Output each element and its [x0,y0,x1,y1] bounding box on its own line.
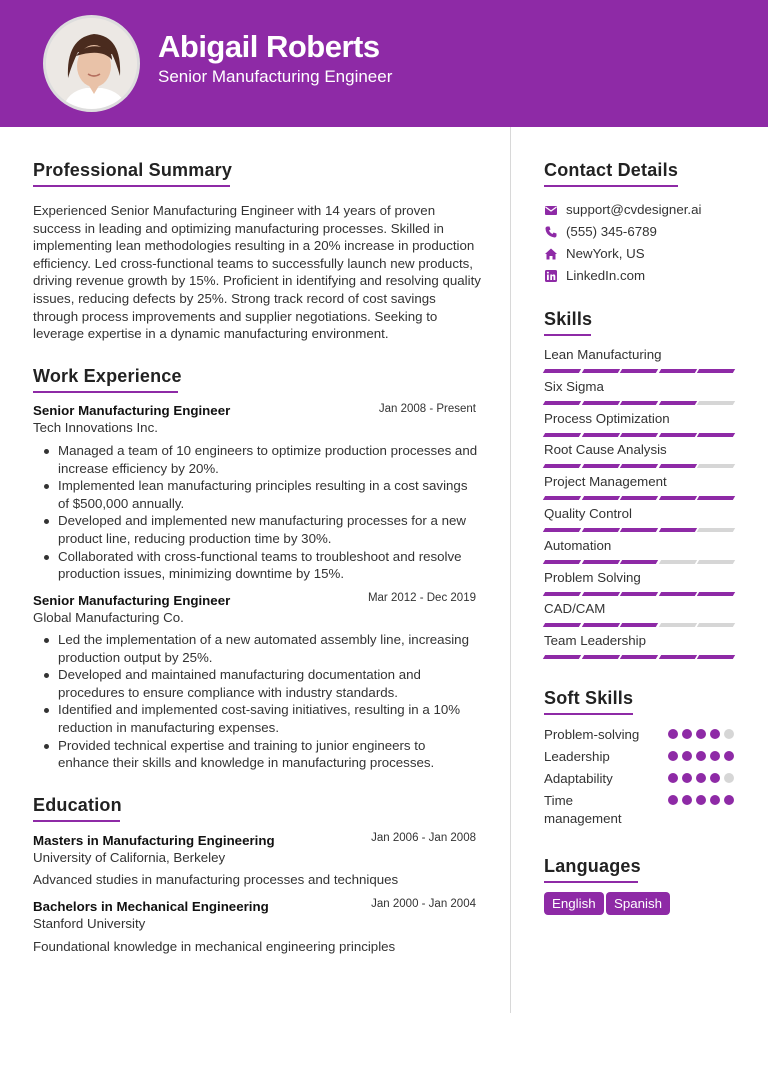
skill-bar-segment [659,623,697,627]
list-item: Developed and implemented new manufacturing processes for a new product line, reducing production time by 30%. [40,512,480,547]
soft-skill-rating [668,751,734,761]
skill-bar-segment [697,464,735,468]
candidate-name: Abigail Roberts [158,29,380,64]
contact-phone[interactable] [544,224,657,239]
summary-underline [33,185,230,187]
skill-bar-segment [697,401,735,405]
skill-bar-segment [620,369,658,373]
skill-bar-segment [543,560,581,564]
skill-name: Project Management [544,474,667,490]
skill-name: Automation [544,537,612,553]
rating-dot [724,795,734,805]
job-title: Senior Manufacturing Engineer [33,593,231,608]
skill-bar-segment [620,528,658,532]
skill-bar-segment [620,433,658,437]
phone-text: (555) 345-6789 [566,224,657,239]
skill-bar-segment [543,528,581,532]
envelope-icon [544,203,558,217]
rating-dot [724,751,734,761]
skill-level-bar [544,623,734,627]
soft-skills-underline [544,713,633,715]
rating-dot [696,751,706,761]
skill-bar-segment [581,560,619,564]
rating-dot [682,773,692,783]
summary-text: Experienced Senior Manufacturing Engineer with 14 years of proven success in leading and optimizing manufacturing processes. Skilled in implementing lean methodologies resulting in a 20% increase in production efficiency. Led cross-functional teams to successfully launch new products, driving revenue growth by 15%. Proficient in identifying and resolving quality issues, reducing defects by 25%. Strong track record of cost savings through process improvements and supplier negotiations. Seeking to leverage expertise in a dynamic manufacturing environment. [33,203,481,342]
skill-bar-segment [659,592,697,596]
skill-bar-segment [543,464,581,468]
rating-dot [696,729,706,739]
edu-degree: Bachelors in Mechanical Engineering [33,899,269,914]
skill-level-bar [544,592,734,596]
phone-icon [544,225,558,239]
skill-bar-segment [620,401,658,405]
rating-dot [668,773,678,783]
skill-bar-segment [620,464,658,468]
soft-skill-name: Adaptability [544,771,613,786]
rating-dot [724,773,734,783]
language-badge: Spanish [606,892,670,915]
languages-underline [544,881,638,883]
skill-bar-segment [659,369,697,373]
edu-school: Stanford University [33,916,146,931]
skill-bar-segment [697,369,735,373]
rating-dot [668,729,678,739]
skill-bar-segment [659,401,697,405]
contact-heading: Contact Details [544,160,679,180]
skills-heading: Skills [544,309,593,329]
skill-bar-segment [659,464,697,468]
skill-bar-segment [659,496,697,500]
skill-bar-segment [543,592,581,596]
soft-skill-name: Leadership [544,749,610,764]
edu-description: Advanced studies in manufacturing processes and techniques [33,872,399,887]
job-company: Tech Innovations Inc. [33,420,158,435]
rating-dot [724,729,734,739]
rating-dot [682,795,692,805]
list-item: Identified and implemented cost-saving initiatives, resulting in a 10% reduction in manufacturing expenses. [40,701,480,736]
linkedin-text: LinkedIn.com [566,268,646,283]
rating-dot [710,751,720,761]
list-item: Provided technical expertise and training to junior engineers to enhance their skills and knowledge in manufacturing processes. [40,737,480,772]
contact-underline [544,185,678,187]
skill-bar-segment [659,433,697,437]
home-icon [544,247,558,261]
skill-bar-segment [697,623,735,627]
job-bullets [40,631,480,772]
education-underline [33,820,120,822]
rating-dot [696,795,706,805]
skill-level-bar [544,655,734,659]
skill-bar-segment [543,655,581,659]
rating-dot [682,751,692,761]
list-item: Developed and maintained manufacturing documentation and procedures to ensure compliance with industry standards. [40,666,480,701]
skill-name: CAD/CAM [544,601,606,617]
candidate-title: Senior Manufacturing Engineer [158,67,393,86]
language-badge: English [544,892,604,915]
contact-email[interactable] [544,202,701,217]
skill-bar-segment [697,560,735,564]
linkedin-icon [544,269,558,283]
skill-bar-segment [581,623,619,627]
contact-linkedin[interactable] [544,268,645,283]
header-banner [0,0,768,127]
skill-bar-segment [697,496,735,500]
rating-dot [710,795,720,805]
work-heading: Work Experience [33,366,182,386]
skill-bar-segment [581,433,619,437]
skill-bar-segment [581,369,619,373]
skill-bar-segment [659,528,697,532]
skill-level-bar [544,369,734,373]
job-bullets [40,442,480,583]
list-item: Implemented lean manufacturing principles resulting in a cost savings of $500,000 annually. [40,477,480,512]
skill-name: Team Leadership [544,633,647,649]
skill-bar-segment [543,369,581,373]
skill-bar-segment [620,560,658,564]
rating-dot [710,729,720,739]
rating-dot [696,773,706,783]
skill-name: Root Cause Analysis [544,442,667,458]
skill-bar-segment [620,592,658,596]
skill-bar-segment [697,655,735,659]
summary-heading: Professional Summary [33,160,233,180]
skill-level-bar [544,464,734,468]
edu-degree: Masters in Manufacturing Engineering [33,833,275,848]
skill-bar-segment [581,655,619,659]
list-item: Led the implementation of a new automated assembly line, increasing production output by 25%. [40,631,480,666]
skill-name: Process Optimization [544,410,670,426]
rating-dot [710,773,720,783]
skills-underline [544,334,591,336]
skill-bar-segment [659,655,697,659]
skill-level-bar [544,560,734,564]
skill-bar-segment [543,433,581,437]
soft-skill-rating [668,795,734,805]
profile-photo [46,18,140,112]
edu-school: University of California, Berkeley [33,850,226,865]
list-item: Managed a team of 10 engineers to optimize production processes and increase efficiency by 20%. [40,442,480,477]
rating-dot [668,751,678,761]
email-text: support@cvdesigner.ai [566,202,702,217]
skill-bar-segment [543,401,581,405]
soft-skill-rating [668,773,734,783]
skill-level-bar [544,496,734,500]
skill-bar-segment [620,623,658,627]
rating-dot [668,795,678,805]
list-item: Collaborated with cross-functional teams to troubleshoot and resolve production issues, minimizing downtime by 15%. [40,548,480,583]
skill-bar-segment [543,623,581,627]
skill-name: Quality Control [544,506,632,521]
skill-bar-segment [620,655,658,659]
skill-bar-segment [581,528,619,532]
skill-bar-segment [581,401,619,405]
column-divider [510,127,511,1013]
avatar [43,15,140,112]
work-underline [33,391,178,393]
soft-skills-heading: Soft Skills [544,688,634,708]
skill-level-bar [544,433,734,437]
location-text: NewYork, US [566,246,645,261]
languages-heading: Languages [544,856,641,876]
soft-skill-rating [668,729,734,739]
skill-name: Problem Solving [544,569,641,585]
skill-bar-segment [581,592,619,596]
skill-bar-segment [697,528,735,532]
skill-bar-segment [697,433,735,437]
soft-skill-name: Time management [544,793,622,826]
job-date: Jan 2008 - Present [378,403,476,415]
skill-level-bar [544,528,734,532]
edu-date: Jan 2006 - Jan 2008 [371,832,476,844]
skill-bar-segment [697,592,735,596]
skill-level-bar [544,401,734,405]
skill-bar-segment [620,496,658,500]
soft-skill-name: Problem-solving [544,727,640,742]
rating-dot [682,729,692,739]
job-company: Global Manufacturing Co. [33,610,184,625]
edu-description: Foundational knowledge in mechanical engineering principles [33,939,396,954]
contact-location [544,246,645,261]
skill-name: Lean Manufacturing [544,347,662,362]
job-date: Mar 2012 - Dec 2019 [367,592,476,604]
skill-bar-segment [659,560,697,564]
skill-bar-segment [543,496,581,500]
skill-bar-segment [581,496,619,500]
skill-name: Six Sigma [544,378,604,394]
job-title: Senior Manufacturing Engineer [33,403,231,418]
edu-date: Jan 2000 - Jan 2004 [371,898,476,910]
skill-bar-segment [581,464,619,468]
education-heading: Education [33,795,122,815]
